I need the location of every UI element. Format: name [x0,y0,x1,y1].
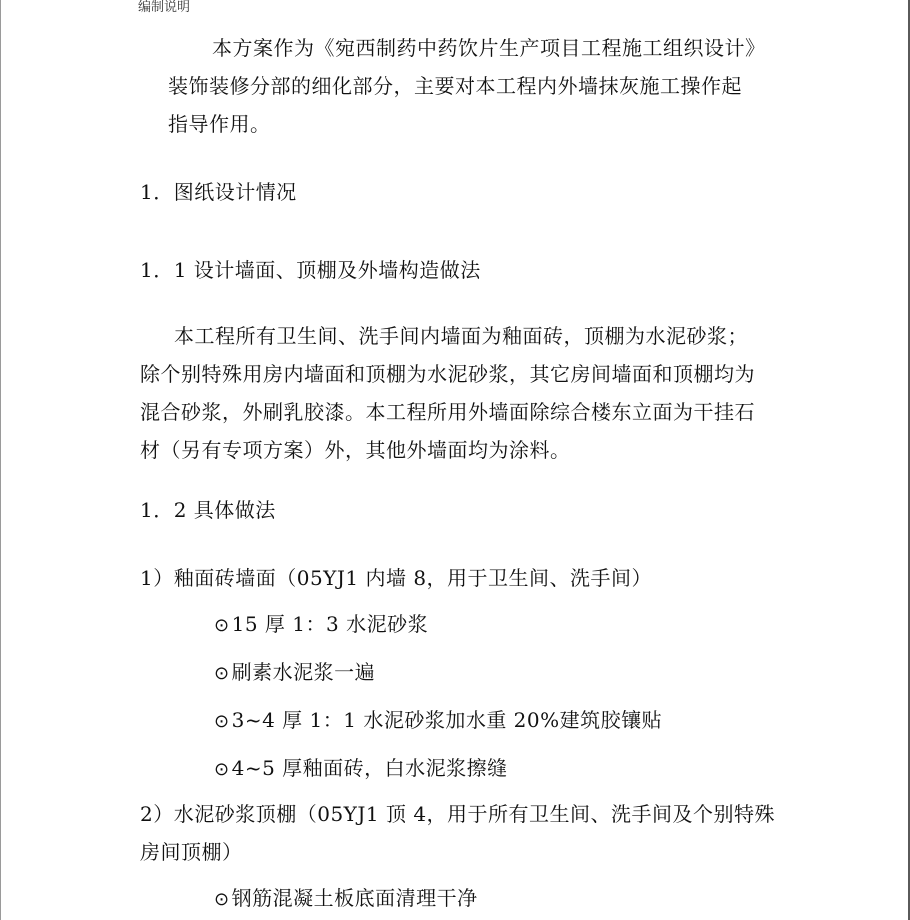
item-1-step-3 [214,708,662,734]
section-1-1-title: 1．1 设计墙面、顶棚及外墙构造做法 [140,258,481,282]
item-1-step-1 [214,612,428,638]
intro-line-3: 指导作用。 [168,112,271,136]
section-1-1-para-line-2: 除个别特殊用房内墙面和顶棚为水泥砂浆，其它房间墙面和顶棚均为 [140,362,755,386]
section-1-1-para-line-1: 本工程所有卫生间、洗手间内墙面为釉面砖，顶棚为水泥砂浆； [174,324,748,348]
item-2-step-1-text: 钢筋混凝土板底面清理干净 [231,886,478,910]
intro-line-1: 本方案作为《宛西制药中药饮片生产项目工程施工组织设计》 [212,36,766,60]
circled-dot-icon: ⊙ [214,615,230,636]
circled-dot-icon: ⊙ [214,711,230,732]
item-2-title-line-2: 房间顶棚） [140,840,243,864]
page-left-border [0,0,1,920]
section-1-title: 1．图纸设计情况 [140,180,297,204]
circled-dot-icon: ⊙ [214,889,230,910]
item-1-step-3-text: 3~4 厚 1：1 水泥砂浆加水重 20%建筑胶镶贴 [231,708,663,732]
item-1-step-2-text: 刷素水泥浆一遍 [231,660,376,684]
circled-dot-icon: ⊙ [214,663,230,684]
intro-line-2: 装饰装修分部的细化部分，主要对本工程内外墙抹灰施工操作起 [168,74,742,98]
item-1-step-4-text: 4~5 厚釉面砖，白水泥浆擦缝 [231,756,508,780]
page-header: 编制说明 [138,0,191,15]
item-1-step-1-text: 15 厚 1：3 水泥砂浆 [231,612,429,636]
item-2-step-1 [214,886,478,912]
section-1-1-para-line-3: 混合砂浆，外刷乳胶漆。本工程所用外墙面除综合楼东立面为干挂石 [140,400,755,424]
section-1-2-title: 1．2 具体做法 [140,498,276,522]
item-2-title-line-1: 2）水泥砂浆顶棚（05YJ1 顶 4，用于所有卫生间、洗手间及个别特殊 [140,802,776,826]
item-1-title: 1）釉面砖墙面（05YJ1 内墙 8，用于卫生间、洗手间） [140,566,653,590]
item-1-step-4 [214,756,508,782]
item-1-step-2 [214,660,375,686]
circled-dot-icon: ⊙ [214,759,230,780]
section-1-1-para-line-4: 材（另有专项方案）外，其他外墙面均为涂料。 [140,438,571,462]
